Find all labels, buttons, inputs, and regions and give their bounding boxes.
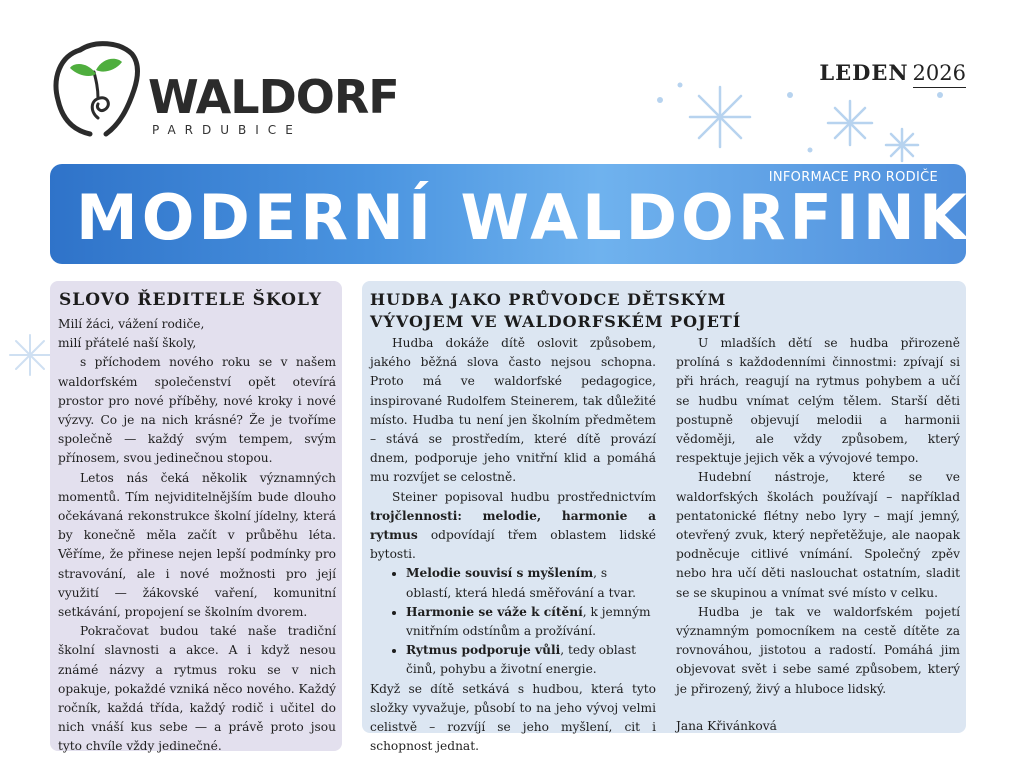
paragraph: U mladších dětí se hudba přirozeně prolíná s každodenními činnostmi: zpívají si při hrách, reagují na rytmus pohybem a učí se hudbu vnímat celým tělem. Starší děti postupně objevují melodii a harmonii vědoměji, ale vždy způsobem, který respektuje jejich věk a vývojové tempo. <box>676 336 960 466</box>
music-article-title: HUDBA JAKO PRŮVODCE DĚTSKÝM VÝVOJEM VE WALDORFSKÉM POJETÍ <box>370 290 742 331</box>
paragraph: Steiner popisoval hudbu prostřednictvím trojčlennosti: melodie, harmonie a rytmus odpovídají třem oblastem lidské bytosti. <box>370 489 656 562</box>
director-letter-title: SLOVO ŘEDITELE ŠKOLY <box>59 290 322 310</box>
paragraph: Hudba je tak ve waldorfském pojetí významným pomocníkem na cestě dítěte za rovnováhou, jistotou a radostí. Pomáhá jim objevovat svět i sebe samé způsobem, který je přirozený, živý a hluboce lidský. <box>676 604 960 696</box>
director-letter-panel <box>50 281 342 754</box>
list-item: • Melodie souvisí s myšlením, s oblastí, která hledá směřování a tvar. <box>406 564 656 602</box>
banner-subtitle: INFORMACE PRO RODIČE <box>768 170 938 185</box>
issue-year: 2026 <box>913 61 966 88</box>
title-banner <box>50 164 1020 264</box>
snowflakes-decoration <box>640 65 960 175</box>
newsletter-title: MODERNÍ WALDORFINKY <box>76 181 1020 254</box>
list-item: • Harmonie se váže k cítění, k jemným vnitřním odstínům a prožívání. <box>406 603 656 641</box>
music-article-panel <box>362 281 966 754</box>
issue-month: LEDEN <box>819 60 909 85</box>
bold-phrase: trojčlennosti: melodie, harmonie a rytmus <box>370 508 656 543</box>
author-signature: Jana Křivánková <box>676 718 777 733</box>
logo-subtitle: PARDUBICE <box>152 123 302 137</box>
paragraph: Pokračovat budou také naše tradiční školní slavnosti a akce. A i když nesou známé názvy a rytmus roku se v nich opakuje, pokaždé vzniká něco nového. Každý ročník, každá třída, každý rodič i učitel do nich vnáší kus sebe — a právě proto jsou tyto chvíle vždy jedinečné. <box>58 624 336 754</box>
paragraph: Letos nás čeká několik významných momentů. Tím nejviditelnějším bude dlouho očekávaná rekonstrukce školní jídelny, která by konečně měla začít v průběhu léta. Věříme, že přinese nejen lepší podmínky pro stravování, ale i nové možnosti pro její využití — žákovské vaření, komunitní setkávání, propojení se školním dvorem. <box>58 470 336 620</box>
greeting-line: Milí žáci, vážení rodiče, <box>58 317 205 331</box>
greeting-line: milí přátelé naší školy, <box>58 336 197 351</box>
music-article-column-2 <box>676 334 960 736</box>
paragraph: Hudba dokáže dítě oslovit způsobem, jakého běžná slova často nejsou schopna. Proto má ve waldorfské pedagogice, inspirované Rudolfem Steinerem, tak důležité místo. Hudba tu není jen školním předmětem – stává se prostředím, které dítě provází dnem, podporuje jeho vnitřní klid a pomáhá mu rozvíjet se celostně. <box>370 336 656 485</box>
director-letter-body <box>58 315 336 757</box>
paragraph: Když se dítě setkává s hudbou, která tyto složky vyvažuje, působí to na jeho vývoj velmi celistvě – rozvíjí se jeho myšlení, cit i schopnost jednat. <box>370 681 656 754</box>
list-item: • Rytmus podporuje vůli, tedy oblast činů, pohybu a životní energie. <box>406 641 656 679</box>
logo-wordmark: WALDORF <box>148 70 399 124</box>
paragraph: Hudební nástroje, které se ve waldorfských školách používají – například pentatonické flétny nebo lyry – mají jemný, otevřený zvuk, který nepřetěžuje, ale naopak podněcuje citlivé vnímání. Společný zpěv nebo hra učí děti naslouchat ostatním, sladit se se skupinou a vnímat své místo v celku. <box>676 470 960 600</box>
bullet-list <box>370 564 656 679</box>
paragraph: s příchodem nového roku se v našem waldorfském společenství opět otevírá prostor pro nové příběhy, nové kroky i nové výzvy. Co je na nich krásné? Že je tvoříme společně — každý svým tempem, svým přínosem, svou jedinečnou stopou. <box>58 355 336 466</box>
music-article-column-1 <box>370 334 656 756</box>
